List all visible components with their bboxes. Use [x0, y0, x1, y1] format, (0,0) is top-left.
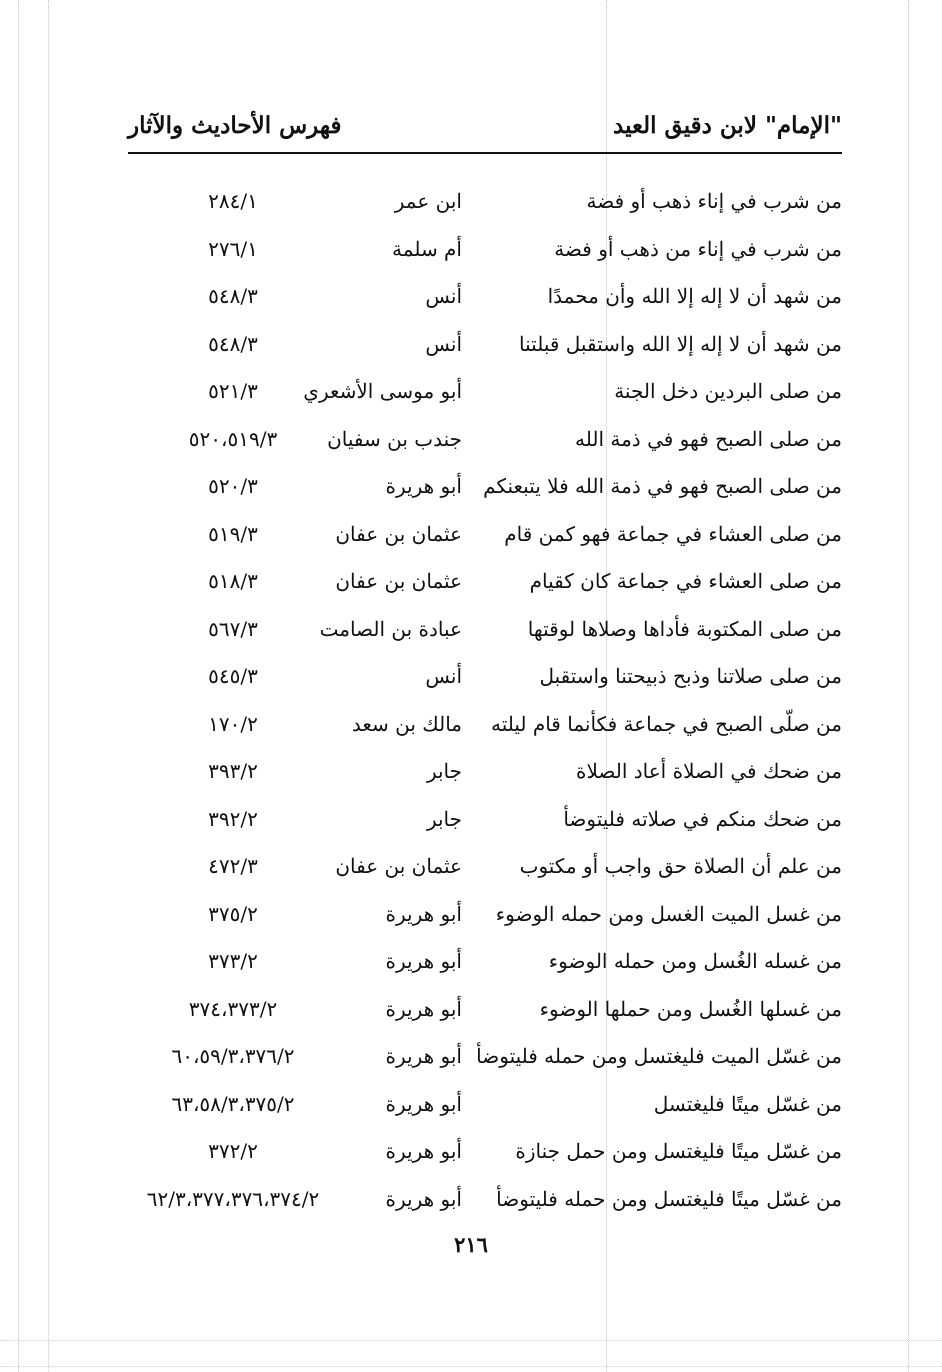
volume-page-ref: ٥٤٥/٣ [208, 664, 258, 688]
hadith-text: من غسّل ميتًا فليغتسل ومن حمل جنازة [515, 1139, 842, 1163]
table-row [128, 463, 842, 511]
book-title: "الإمام" لابن دقيق العيد [613, 112, 842, 139]
table-row [128, 321, 842, 369]
narrator-name: أبو هريرة [385, 1186, 462, 1211]
table-row [128, 986, 842, 1034]
volume-page-ref: ٥٤٨/٣ [208, 331, 258, 356]
hadith-text: من علم أن الصلاة حق واجب أو مكتوب [519, 854, 842, 878]
table-row [128, 606, 842, 654]
volume-page-ref: ٣٩٣/٢ [208, 759, 258, 783]
hadith-text: من صلى المكتوبة فأداها وصلاها لوقتها [527, 616, 842, 641]
scan-guide-line [48, 0, 49, 1372]
narrator-name: أبو هريرة [385, 1091, 462, 1116]
hadith-text: من صلى البردين دخل الجنة [614, 379, 842, 403]
table-row [128, 891, 842, 939]
volume-page-ref: ٣٧٣/٢ [208, 949, 258, 973]
volume-page-ref: ٥٢٠/٣ [208, 474, 258, 498]
hadith-text: من صلى العشاء في جماعة فهو كمن قام [504, 521, 842, 546]
narrator-name: أبو هريرة [385, 949, 462, 973]
narrator-name: أم سلمة [392, 236, 462, 261]
table-row [128, 796, 842, 844]
hadith-text: من غسّل ميتًا فليغتسل ومن حمله فليتوضأ [496, 1186, 842, 1211]
hadith-text: من شهد أن لا إله إلا الله وأن محمدًا [547, 284, 842, 308]
narrator-name: جابر [426, 806, 462, 831]
table-row [128, 701, 842, 749]
volume-page-ref: ٥٦٧/٣ [208, 616, 258, 641]
hadith-text: من غسّل ميتًا فليغتسل [653, 1091, 842, 1116]
narrator-name: عبادة بن الصامت [319, 616, 462, 641]
narrator-name: مالك بن سعد [351, 711, 462, 736]
volume-page-ref: ٣٧٤،٣٧٣/٢ [188, 996, 278, 1021]
narrator-name: ابن عمر [394, 189, 462, 213]
volume-page-ref: ٢٧٦/١ [208, 236, 258, 261]
narrator-name: أبو هريرة [385, 996, 462, 1021]
narrator-name: عثمان بن عفان [335, 854, 462, 878]
narrator-name: أبو هريرة [385, 901, 462, 926]
table-row [128, 1033, 842, 1081]
table-row [128, 1176, 842, 1224]
page-header [128, 112, 842, 154]
narrator-name: أبو موسى الأشعري [303, 379, 462, 403]
table-row [128, 226, 842, 274]
narrator-name: جابر [426, 759, 462, 783]
hadith-text: من شهد أن لا إله إلا الله واستقبل قبلتنا [519, 331, 842, 356]
hadith-text: من غسله الغُسل ومن حمله الوضوء [548, 949, 842, 973]
scan-guide-line [0, 1340, 942, 1341]
table-row [128, 368, 842, 416]
table-row [128, 511, 842, 559]
table-row [128, 938, 842, 986]
table-row [128, 748, 842, 796]
scan-guide-line [908, 0, 909, 1372]
volume-page-ref: ٦٣،٥٨/٣،٣٧٥/٢ [171, 1091, 295, 1116]
table-row [128, 558, 842, 606]
table-row [128, 273, 842, 321]
hadith-text: من صلى الصبح فهو في ذمة الله فلا يتبعنكم [483, 474, 842, 498]
volume-page-ref: ٣٧٥/٢ [208, 901, 258, 926]
section-title: فهرس الأحاديث والآثار [128, 112, 342, 139]
volume-page-ref: ٥٢١/٣ [208, 379, 258, 403]
narrator-name: أنس [425, 664, 462, 688]
volume-page-ref: ٥١٨/٣ [208, 569, 258, 593]
volume-page-ref: ٦٠،٥٩/٣،٣٧٦/٢ [171, 1044, 295, 1068]
narrator-name: أبو هريرة [385, 1044, 462, 1068]
narrator-name: أبو هريرة [385, 1139, 462, 1163]
narrator-name: أنس [425, 331, 462, 356]
volume-page-ref: ٢٨٤/١ [208, 189, 258, 213]
volume-page-ref: ٤٧٢/٣ [208, 854, 258, 878]
table-row [128, 1081, 842, 1129]
table-row [128, 653, 842, 701]
table-row [128, 178, 842, 226]
scan-guide-line [0, 1366, 942, 1367]
hadith-text: من صلى العشاء في جماعة كان كقيام [529, 569, 842, 593]
narrator-name: عثمان بن عفان [335, 569, 462, 593]
narrator-name: جندب بن سفيان [327, 426, 462, 451]
volume-page-ref: ٦٢/٣،٣٧٧،٣٧٦،٣٧٤/٢ [146, 1186, 320, 1211]
table-row [128, 843, 842, 891]
volume-page-ref: ٥٤٨/٣ [208, 284, 258, 308]
hadith-text: من صلى صلاتنا وذبح ذبيحتنا واستقبل [539, 664, 842, 688]
hadith-text: من غسلها الغُسل ومن حملها الوضوء [539, 996, 842, 1021]
hadith-text: من ضحك في الصلاة أعاد الصلاة [575, 759, 842, 783]
hadith-index-table [128, 178, 842, 1223]
hadith-text: من غسل الميت الغسل ومن حمله الوضوء [495, 901, 842, 926]
hadith-text: من ضحك منكم في صلاته فليتوضأ [563, 806, 842, 831]
volume-page-ref: ٣٩٢/٢ [208, 806, 258, 831]
volume-page-ref: ٥١٩/٣ [208, 521, 258, 546]
table-row [128, 416, 842, 464]
hadith-text: من شرب في إناء ذهب أو فضة [586, 189, 842, 213]
volume-page-ref: ١٧٠/٢ [208, 711, 258, 736]
hadith-text: من شرب في إناء من ذهب أو فضة [554, 236, 842, 261]
hadith-text: من صلى الصبح فهو في ذمة الله [575, 426, 842, 451]
volume-page-ref: ٥٢٠،٥١٩/٣ [188, 426, 278, 451]
hadith-text: من غسّل الميت فليغتسل ومن حمله فليتوضأ [476, 1044, 842, 1068]
table-row [128, 1128, 842, 1176]
scan-guide-line [18, 0, 19, 1372]
narrator-name: أنس [425, 284, 462, 308]
page-number: ٢١٦ [454, 1232, 488, 1257]
narrator-name: عثمان بن عفان [335, 521, 462, 546]
volume-page-ref: ٣٧٢/٢ [208, 1139, 258, 1163]
narrator-name: أبو هريرة [385, 474, 462, 498]
hadith-text: من صلّى الصبح في جماعة فكأنما قام ليلته [490, 711, 842, 736]
